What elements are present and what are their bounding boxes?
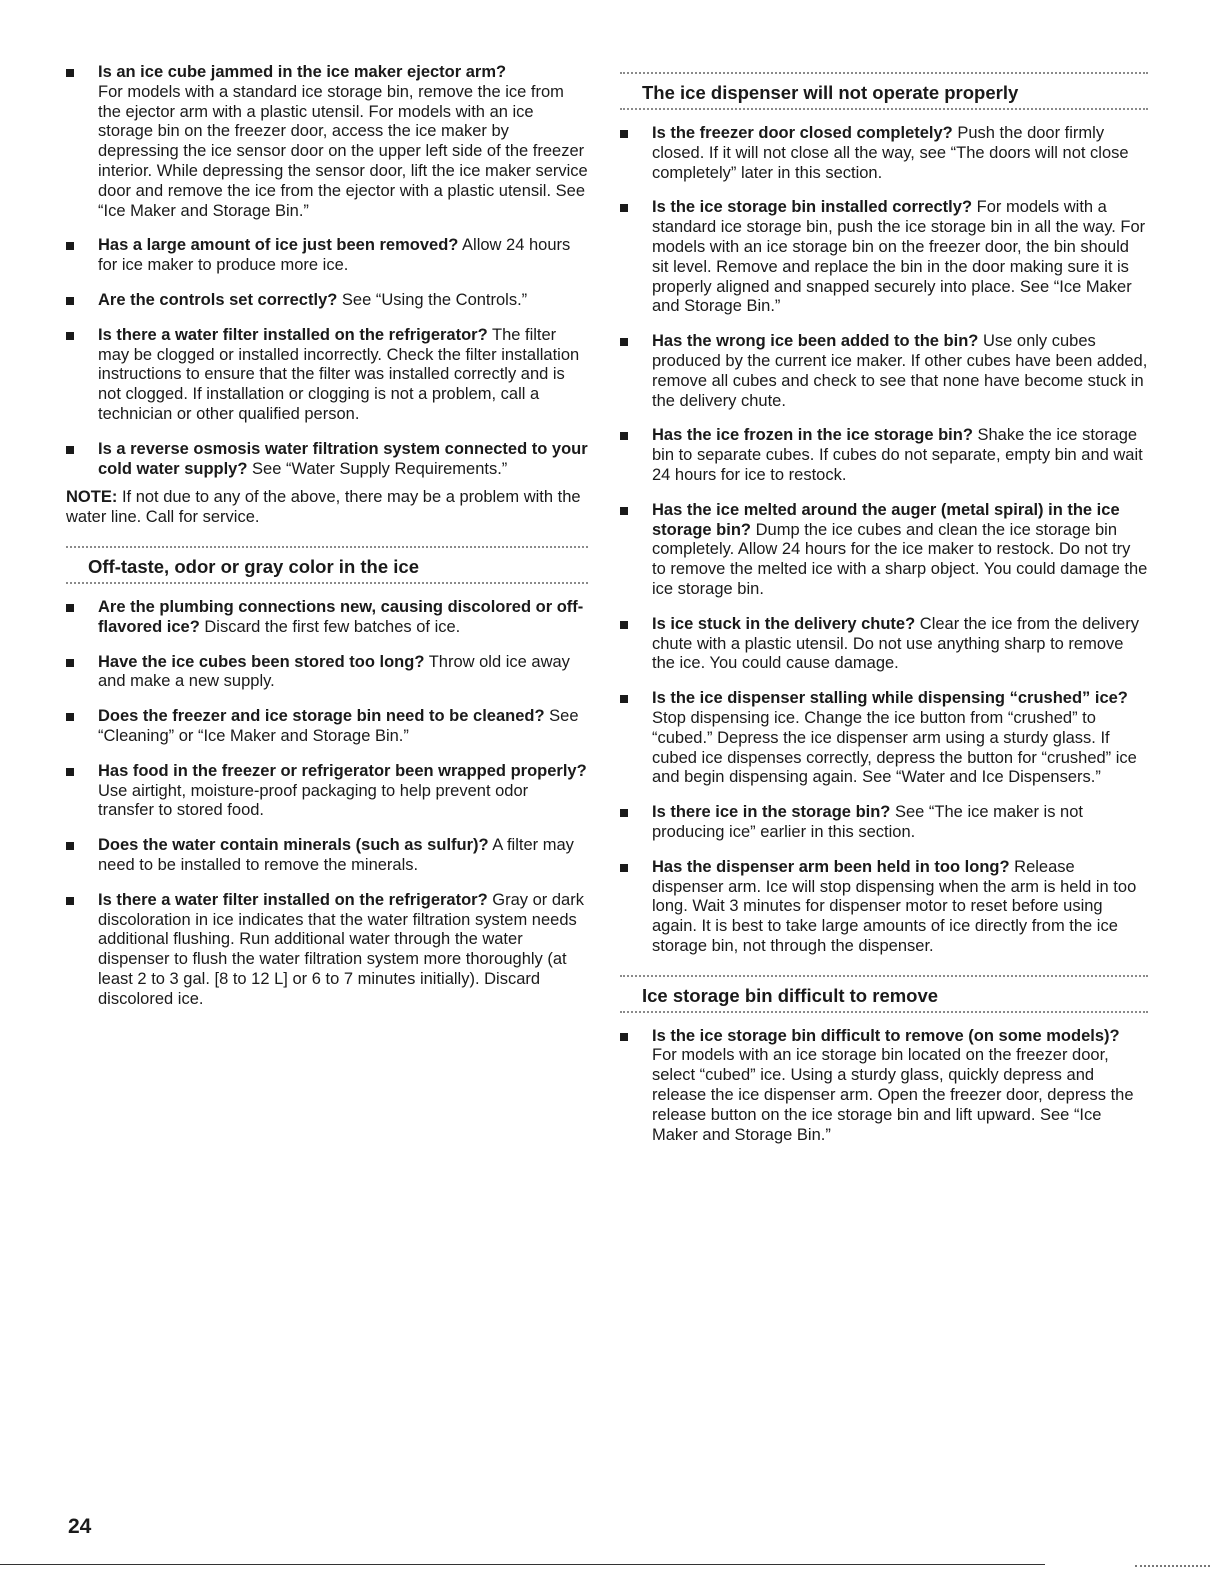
list-item xyxy=(620,689,1148,788)
bullet-icon xyxy=(620,130,628,138)
bullet-icon xyxy=(620,432,628,440)
question: Does the freezer and ice storage bin need to be cleaned? xyxy=(98,707,545,726)
list-item xyxy=(66,440,588,480)
question: Is there a water filter installed on the refrigerator? xyxy=(98,890,488,909)
list-item xyxy=(620,615,1148,674)
page-number: 24 xyxy=(68,1515,92,1538)
list-item xyxy=(66,891,588,1010)
bullet-icon xyxy=(66,242,74,250)
answer: Use airtight, moisture-proof packaging to help prevent odor transfer to stored food. xyxy=(98,781,529,820)
question: Is a reverse osmosis water filtration system connected to your cold water supply? xyxy=(98,439,588,478)
answer: Shake the ice storage bin to separate cubes. If cubes do not separate, empty bin and wait 24 hours for ice to restock. xyxy=(652,426,1143,484)
question: Has a large amount of ice just been removed? xyxy=(98,236,459,255)
list-item xyxy=(66,598,588,638)
answer: For models with an ice storage bin located on the freezer door, select “cubed” ice. Using a sturdy glass, quickly depress and release the ice dispenser arm. Open the freezer door, depress the release button on the ice storage bin and lift upward. See “Ice Maker and Storage Bin.” xyxy=(652,1046,1134,1144)
question: Does the water contain minerals (such as sulfur)? xyxy=(98,836,489,855)
answer: A filter may need to be installed to remove the minerals. xyxy=(98,836,574,874)
answer: Gray or dark discoloration in ice indicates that the water filtration system needs additional flushing. Run additional water through the water dispenser to flush the water filtration system more thoroughly (at least 2 to 3 gal. [8 to 12 L] or 6 to 7 minutes initially). Discard discolored ice. xyxy=(98,890,584,1008)
section-heading: Off-taste, odor or gray color in the ice xyxy=(88,555,419,577)
question: Are the plumbing connections new, causing discolored or off-flavored ice? xyxy=(98,597,584,636)
list-item xyxy=(66,236,588,276)
question: Is an ice cube jammed in the ice maker ejector arm? xyxy=(98,63,507,81)
answer: For models with a standard ice storage bin, push the ice storage bin in all the way. For models with an ice storage bin on the freezer door, the bin should sit level. Remove and replace the bin in the door making sure it is properly aligned and snapped securely into place. See “Ice Maker and Storage Bin.” xyxy=(652,198,1146,316)
answer: For models with a standard ice storage bin, remove the ice from the ejector arm with a plastic utensil. For models with an ice storage bin on the freezer door, access the ice maker by depressing the ice sensor door on the upper left side of the freezer interior. While depressing the sensor door, lift the ice maker service door and remove the ice from the ejector with a plastic utensil. See “Ice Maker and Storage Bin.” xyxy=(98,82,588,220)
note-label: NOTE: xyxy=(66,488,118,507)
answer: See “Using the Controls.” xyxy=(341,290,528,309)
bullet-icon xyxy=(66,604,74,612)
bullet-icon xyxy=(620,695,628,703)
bullet-icon xyxy=(620,338,628,346)
question: Is the freezer door closed completely? xyxy=(652,124,953,142)
answer: Release dispenser arm. Ice will stop dispensing when the arm is held in too long. Wait 3 minutes for dispenser motor to reset before using again. It is best to take large amounts of ice directly from the ice storage bin, not through the dispenser. xyxy=(652,857,1137,955)
question: Is ice stuck in the delivery chute? xyxy=(652,614,916,633)
bullet-icon xyxy=(620,507,628,515)
question: Is the ice storage bin installed correctly? xyxy=(652,198,973,217)
question: Are the controls set correctly? xyxy=(98,290,338,309)
question: Has the dispenser arm been held in too long? xyxy=(652,857,1010,876)
question: Is the ice dispenser stalling while dispensing “crushed” ice? xyxy=(652,689,1128,708)
list-item xyxy=(620,124,1148,183)
answer: Dump the ice cubes and clean the ice storage bin completely. Allow 24 hours for the ice maker to restock. Do not try to remove the melted ice with a sharp object. You could damage the ice storage bin. xyxy=(652,520,1148,598)
section-heading: Ice storage bin difficult to remove xyxy=(642,984,939,1006)
right-column xyxy=(620,0,1148,1145)
question: Is there ice in the storage bin? xyxy=(652,803,891,822)
list-item xyxy=(66,291,588,311)
list-item xyxy=(66,326,588,425)
section-heading: The ice dispenser will not operate properly xyxy=(642,82,1019,103)
footer-rule xyxy=(0,1564,1045,1565)
bullet-icon xyxy=(620,864,628,872)
answer: Discard the first few batches of ice. xyxy=(204,617,461,636)
list-item xyxy=(620,803,1148,843)
answer: The filter may be clogged or installed incorrectly. Check the filter installation instructions to ensure that the filter was installed correctly and is not clogged. If installation or clogging is not a problem, call a technician or other qualified person. xyxy=(98,325,580,423)
question: Is there a water filter installed on the refrigerator? xyxy=(98,325,488,344)
bullet-icon xyxy=(66,446,74,454)
bullet-icon xyxy=(620,1033,628,1041)
bullet-icon xyxy=(620,621,628,629)
list-item xyxy=(66,836,588,876)
bullet-icon xyxy=(66,768,74,776)
answer: Throw old ice away and make a new supply. xyxy=(98,652,570,691)
question: Have the ice cubes been stored too long? xyxy=(98,652,425,671)
bullet-icon xyxy=(66,713,74,721)
bullet-icon xyxy=(620,809,628,817)
answer: See “The ice maker is not producing ice” earlier in this section. xyxy=(652,803,1083,841)
question: Has the ice frozen in the ice storage bin? xyxy=(652,426,973,445)
bullet-icon xyxy=(66,332,74,340)
answer: Allow 24 hours for ice maker to produce more ice. xyxy=(98,236,571,275)
list-item xyxy=(66,653,588,693)
note-text: If not due to any of the above, there may be a problem with the water line. Call for service. xyxy=(66,488,581,527)
bullet-icon xyxy=(66,842,74,850)
bullet-icon xyxy=(66,297,74,305)
answer: Stop dispensing ice. Change the ice button from “crushed” to “cubed.” Depress the ice dispenser arm using a sturdy glass. If cubed ice dispenses correctly, depress the button for “crushed” ice and begin dispensing again. See “Water and Ice Dispensers.” xyxy=(652,708,1137,787)
left-column xyxy=(66,0,588,1009)
answer: See “Cleaning” or “Ice Maker and Storage Bin.” xyxy=(98,707,579,745)
answer: Use only cubes produced by the current ice maker. If other cubes have been added, remove all cubes and check to see that none have become stuck in the delivery chute. xyxy=(652,332,1148,410)
list-item xyxy=(620,858,1148,957)
list-item xyxy=(620,1027,1148,1146)
note xyxy=(66,488,588,528)
footer-marks xyxy=(1135,1565,1210,1567)
bullet-icon xyxy=(66,69,74,77)
question: Has the wrong ice been added to the bin? xyxy=(652,332,979,351)
list-item xyxy=(66,63,588,221)
question: Has the ice melted around the auger (metal spiral) in the ice storage bin? xyxy=(652,500,1120,539)
bullet-icon xyxy=(66,659,74,667)
list-item xyxy=(620,426,1148,485)
answer: See “Water Supply Requirements.” xyxy=(252,459,508,478)
answer: Clear the ice from the delivery chute with a plastic utensil. Do not use anything sharp to remove the ice. You could cause damage. xyxy=(652,614,1139,673)
bullet-icon xyxy=(66,897,74,905)
list-item xyxy=(620,198,1148,317)
question: Is the ice storage bin difficult to remove (on some models)? xyxy=(652,1026,1120,1045)
list-item xyxy=(66,762,588,821)
bullet-icon xyxy=(620,204,628,212)
question: Has food in the freezer or refrigerator been wrapped properly? xyxy=(98,761,587,780)
list-item xyxy=(66,707,588,747)
list-item xyxy=(620,332,1148,411)
answer: Push the door firmly closed. If it will not close all the way, see “The doors will not close completely” later in this section. xyxy=(652,124,1129,182)
list-item xyxy=(620,501,1148,600)
